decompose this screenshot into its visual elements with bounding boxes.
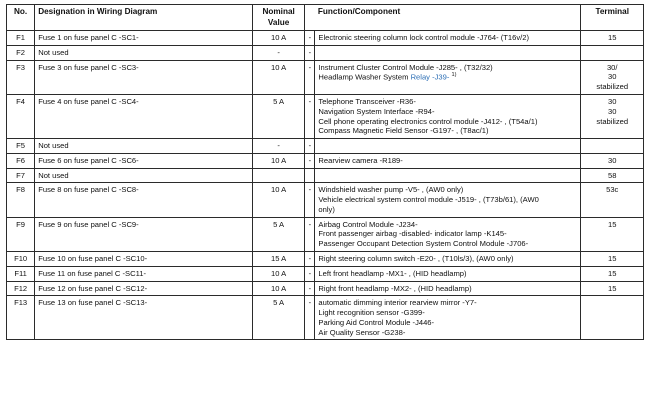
function-line: Cell phone operating electronics control module -J412- , (T54a/1) [318, 116, 538, 126]
cell-dash-marker: - [305, 296, 315, 340]
cell-function-component [315, 183, 581, 217]
cell-designation: Fuse 13 on fuse panel C -SC13- [35, 296, 253, 340]
cell-terminal [581, 251, 644, 266]
terminal-line: stabilized [596, 82, 629, 92]
cell-dash-marker: - [305, 266, 315, 281]
function-line: Front passenger airbag -disabled- indicator lamp -K145- [318, 229, 507, 239]
cell-nominal-value [252, 168, 304, 183]
cell-designation: Not used [35, 168, 253, 183]
cell-terminal [581, 217, 644, 251]
table-row [7, 95, 644, 139]
function-line: Headlamp Washer System Relay -J39- $^{1)}$ [318, 72, 457, 82]
cell-nominal-value: 10 A [252, 266, 304, 281]
cell-function-component [315, 45, 581, 60]
cell-function-component [315, 31, 581, 46]
cell-nominal-value: 5 A [252, 296, 304, 340]
cell-designation: Fuse 3 on fuse panel C -SC3- [35, 60, 253, 95]
cell-designation: Fuse 10 on fuse panel C -SC10- [35, 251, 253, 266]
function-line: Right steering column switch -E20- , (T10ls/3), (AW0 only) [318, 253, 514, 263]
cell-fuse-number: F11 [7, 266, 35, 281]
cell-dash-marker: - [305, 153, 315, 168]
cell-designation: Fuse 4 on fuse panel C -SC4- [35, 95, 253, 139]
cell-fuse-number: F8 [7, 183, 35, 217]
cell-terminal [581, 281, 644, 296]
cell-fuse-number: F7 [7, 168, 35, 183]
table-row [7, 296, 644, 340]
cell-dash-marker: - [305, 139, 315, 154]
cell-nominal-value: - [252, 139, 304, 154]
cell-terminal [581, 139, 644, 154]
cell-dash-marker [305, 168, 315, 183]
cell-nominal-value: 10 A [252, 60, 304, 95]
function-line: Light recognition sensor -G399- [318, 308, 425, 318]
cell-function-component [315, 139, 581, 154]
terminal-line: 30 [608, 155, 617, 165]
function-line: Telephone Transceiver -R36- [318, 97, 416, 107]
cell-fuse-number: F1 [7, 31, 35, 46]
table-row [7, 183, 644, 217]
table-row [7, 168, 644, 183]
table-row [7, 45, 644, 60]
function-line: Air Quality Sensor -G238- [318, 327, 406, 337]
relay-link[interactable]: Relay -J39- [410, 72, 450, 82]
header-no: No. [7, 5, 35, 31]
header-row [7, 5, 644, 31]
cell-nominal-value: - [252, 45, 304, 60]
cell-function-component [315, 95, 581, 139]
terminal-line: 15 [608, 268, 617, 278]
function-line: Instrument Cluster Control Module -J285- , (T32/32) [318, 62, 493, 72]
header-nominal-line1: Nominal [262, 7, 295, 16]
function-line: Navigation System Interface -R94- [318, 106, 435, 116]
cell-terminal [581, 153, 644, 168]
function-line: Windshield washer pump -V5- , (AW0 only) [318, 185, 464, 195]
cell-fuse-number: F2 [7, 45, 35, 60]
table-row [7, 266, 644, 281]
terminal-line: 58 [608, 170, 617, 180]
table-header [7, 5, 644, 31]
terminal-line: 30 [608, 107, 617, 117]
cell-function-component [315, 251, 581, 266]
terminal-line: 15 [608, 283, 617, 293]
cell-fuse-number: F9 [7, 217, 35, 251]
terminal-line: 30/ [606, 62, 618, 72]
cell-designation: Fuse 6 on fuse panel C -SC6- [35, 153, 253, 168]
cell-function-component [315, 296, 581, 340]
cell-function-component [315, 60, 581, 95]
cell-nominal-value: 5 A [252, 95, 304, 139]
terminal-line: 15 [608, 219, 617, 229]
cell-fuse-number: F12 [7, 281, 35, 296]
header-nominal-line2: Value [267, 17, 290, 27]
cell-designation: Fuse 8 on fuse panel C -SC8- [35, 183, 253, 217]
cell-function-component [315, 266, 581, 281]
cell-terminal [581, 183, 644, 217]
cell-nominal-value: 10 A [252, 183, 304, 217]
cell-fuse-number: F3 [7, 60, 35, 95]
header-function-component: Function/Component [315, 5, 581, 31]
function-line: Airbag Control Module -J234- [318, 219, 418, 229]
table-row [7, 153, 644, 168]
cell-dash-marker: - [305, 45, 315, 60]
cell-nominal-value: 5 A [252, 217, 304, 251]
table-row [7, 139, 644, 154]
cell-terminal [581, 45, 644, 60]
function-line: Left front headlamp -MX1- , (HID headlamp) [318, 268, 467, 278]
table-row [7, 217, 644, 251]
cell-fuse-number: F13 [7, 296, 35, 340]
cell-terminal [581, 60, 644, 95]
cell-nominal-value: 10 A [252, 281, 304, 296]
cell-fuse-number: F10 [7, 251, 35, 266]
cell-dash-marker: - [305, 31, 315, 46]
cell-dash-marker: - [305, 60, 315, 95]
function-line: Right front headlamp -MX2- , (HID headlamp) [318, 283, 472, 293]
header-nominal-value [252, 5, 304, 31]
function-line: Electronic steering column lock control module -J764- (T16v/2) [318, 33, 530, 42]
terminal-line: stabilized [596, 116, 629, 126]
cell-nominal-value: 10 A [252, 31, 304, 46]
header-terminal: Terminal [581, 5, 644, 31]
terminal-line: 30 [608, 97, 617, 107]
table-row [7, 251, 644, 266]
table-row [7, 31, 644, 46]
cell-designation: Fuse 11 on fuse panel C -SC11- [35, 266, 253, 281]
function-line: only) [318, 204, 335, 214]
cell-dash-marker: - [305, 251, 315, 266]
cell-terminal [581, 266, 644, 281]
cell-dash-marker: - [305, 281, 315, 296]
cell-dash-marker: - [305, 183, 315, 217]
cell-designation: Not used [35, 139, 253, 154]
cell-designation: Fuse 9 on fuse panel C -SC9- [35, 217, 253, 251]
terminal-line: 15 [608, 33, 617, 42]
terminal-line: 53c [606, 185, 619, 195]
cell-terminal [581, 168, 644, 183]
cell-terminal [581, 95, 644, 139]
header-designation: Designation in Wiring Diagram [35, 5, 253, 31]
fuse-assignment-table [6, 4, 644, 340]
table-row [7, 281, 644, 296]
cell-nominal-value: 10 A [252, 153, 304, 168]
cell-designation: Not used [35, 45, 253, 60]
cell-dash-marker: - [305, 95, 315, 139]
table-row [7, 60, 644, 95]
cell-function-component [315, 281, 581, 296]
function-line: Rearview camera -R189- [318, 155, 403, 165]
function-line: Passenger Occupant Detection System Control Module -J706- [318, 239, 529, 249]
function-line: automatic dimming interior rearview mirror -Y7- [318, 298, 477, 308]
cell-function-component [315, 153, 581, 168]
function-line: Compass Magnetic Field Sensor -G197- , (T8ac/1) [318, 126, 489, 136]
function-line: Vehicle electrical system control module -J519- , (T73b/61), (AW0 [318, 195, 539, 205]
cell-function-component [315, 168, 581, 183]
cell-terminal [581, 31, 644, 46]
cell-fuse-number: F5 [7, 139, 35, 154]
cell-fuse-number: F6 [7, 153, 35, 168]
cell-designation: Fuse 1 on fuse panel C -SC1- [35, 31, 253, 46]
terminal-line: 30 [608, 72, 617, 82]
cell-nominal-value: 15 A [252, 251, 304, 266]
cell-designation: Fuse 12 on fuse panel C -SC12- [35, 281, 253, 296]
function-line: Parking Aid Control Module -J446- [318, 317, 435, 327]
header-dash-spacer [305, 5, 315, 31]
cell-dash-marker: - [305, 217, 315, 251]
cell-function-component [315, 217, 581, 251]
footnote-marker: 1) [451, 72, 457, 79]
terminal-line: 15 [608, 253, 617, 263]
cell-terminal [581, 296, 644, 340]
cell-fuse-number: F4 [7, 95, 35, 139]
table-body [7, 31, 644, 340]
